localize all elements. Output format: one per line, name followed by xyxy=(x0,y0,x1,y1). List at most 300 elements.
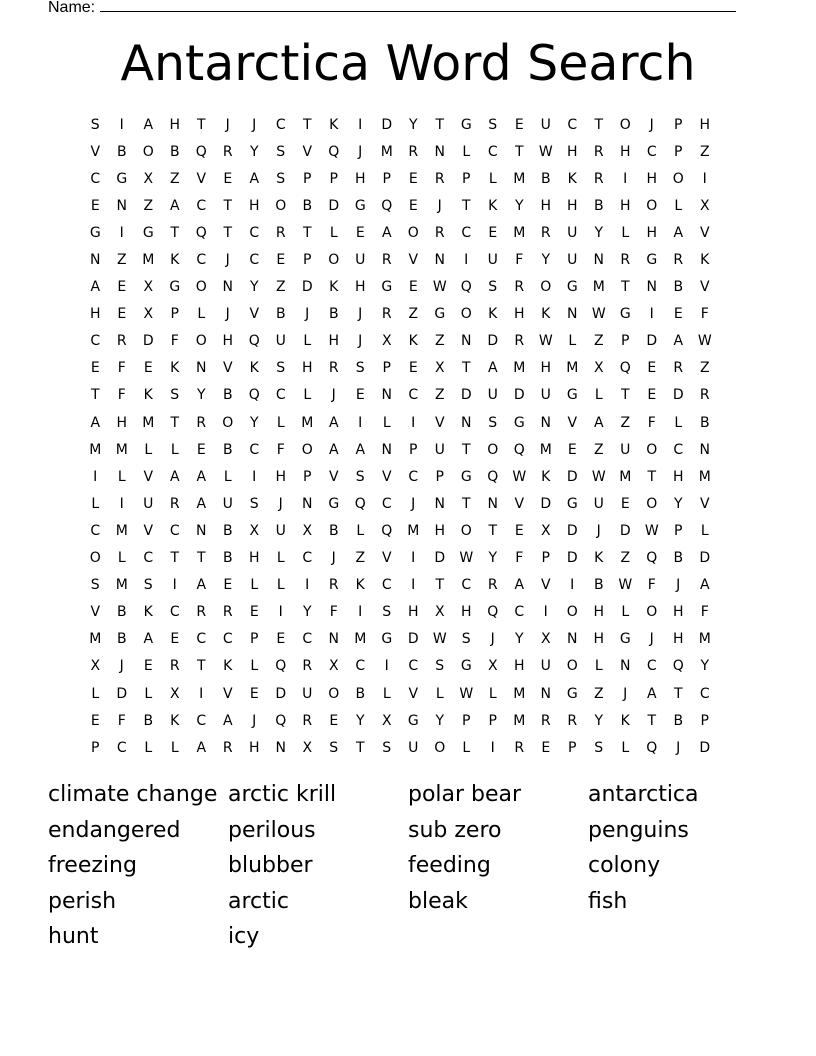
grid-cell: D xyxy=(646,333,658,350)
grid-cell: Q xyxy=(275,658,287,675)
grid-cell: S xyxy=(276,360,286,377)
grid-cell: D xyxy=(566,522,578,539)
grid-cell: U xyxy=(275,333,286,350)
word-list-item: icy xyxy=(228,924,260,950)
grid-cell: H xyxy=(301,360,313,377)
grid-cell: W xyxy=(538,333,553,350)
grid-cell: I xyxy=(305,577,310,594)
grid-cell: T xyxy=(461,495,471,512)
grid-cell: Z xyxy=(143,197,154,214)
grid-cell: L xyxy=(276,414,285,431)
grid-cell: A xyxy=(196,468,207,485)
grid-cell: H xyxy=(248,197,260,214)
grid-cell: Z xyxy=(699,143,710,160)
grid-cell: V xyxy=(249,306,260,323)
grid-cell: E xyxy=(673,306,683,323)
grid-cell: O xyxy=(566,658,578,675)
grid-cell: L xyxy=(329,224,338,241)
grid-cell: R xyxy=(673,252,684,269)
grid-cell: M xyxy=(142,252,155,269)
grid-cell: P xyxy=(303,252,312,269)
grid-cell: F xyxy=(170,333,179,350)
grid-cell: M xyxy=(115,577,128,594)
grid-row xyxy=(82,409,734,436)
grid-cell: P xyxy=(250,631,259,648)
grid-cell: L xyxy=(594,658,603,675)
grid-cell: A xyxy=(487,360,498,377)
grid-cell: G xyxy=(619,631,631,648)
grid-cell: J xyxy=(358,143,363,160)
grid-cell: E xyxy=(541,739,551,756)
grid-cell: V xyxy=(90,604,101,621)
grid-cell: R xyxy=(620,252,631,269)
grid-cell: S xyxy=(488,116,498,133)
grid-cell: G xyxy=(460,468,472,485)
grid-cell: A xyxy=(673,333,684,350)
grid-cell: L xyxy=(356,522,365,539)
grid-cell: T xyxy=(461,197,471,214)
grid-cell: M xyxy=(354,631,367,648)
grid-cell: H xyxy=(646,170,658,187)
grid-cell: Z xyxy=(620,414,631,431)
word-list-item: perilous xyxy=(228,817,316,843)
grid-cell: D xyxy=(116,685,128,702)
grid-cell: R xyxy=(673,360,684,377)
grid-cell: J xyxy=(649,631,654,648)
grid-cell: C xyxy=(90,333,101,350)
grid-cell: U xyxy=(222,495,233,512)
grid-cell: L xyxy=(91,495,100,512)
grid-cell: Y xyxy=(488,550,498,567)
grid-cell: E xyxy=(647,387,657,404)
grid-cell: O xyxy=(195,333,207,350)
letter-grid xyxy=(82,111,734,761)
grid-cell: N xyxy=(302,495,313,512)
grid-cell: H xyxy=(434,522,446,539)
grid-cell: B xyxy=(222,441,233,458)
grid-cell: B xyxy=(673,550,684,567)
grid-cell: R xyxy=(328,577,339,594)
grid-cell: N xyxy=(116,197,127,214)
grid-cell: T xyxy=(435,577,445,594)
grid-row xyxy=(82,680,734,707)
word-list-item: freezing xyxy=(48,853,137,879)
grid-cell: Q xyxy=(646,550,658,567)
grid-cell: E xyxy=(249,685,259,702)
grid-cell: R xyxy=(540,712,551,729)
grid-cell: H xyxy=(699,116,711,133)
grid-cell: M xyxy=(566,360,579,377)
grid-cell: O xyxy=(646,441,658,458)
grid-cell: R xyxy=(328,360,339,377)
word-list-item: perish xyxy=(48,888,117,914)
grid-cell: Z xyxy=(408,306,419,323)
grid-cell: R xyxy=(169,658,180,675)
grid-cell: E xyxy=(276,252,286,269)
grid-cell: A xyxy=(514,577,525,594)
grid-cell: N xyxy=(90,252,101,269)
grid-cell: A xyxy=(593,414,604,431)
grid-cell: S xyxy=(355,468,365,485)
grid-cell: F xyxy=(117,360,126,377)
grid-row xyxy=(82,653,734,680)
grid-cell: E xyxy=(355,387,365,404)
grid-cell: R xyxy=(540,224,551,241)
grid-cell: Q xyxy=(248,387,260,404)
grid-cell: R xyxy=(196,414,207,431)
grid-cell: W xyxy=(432,631,447,648)
grid-cell: S xyxy=(435,658,445,675)
grid-cell: M xyxy=(698,631,711,648)
grid-cell: X xyxy=(434,604,445,621)
grid-cell: G xyxy=(116,170,128,187)
grid-row xyxy=(82,599,734,626)
grid-cell: T xyxy=(302,224,312,241)
grid-cell: F xyxy=(117,712,126,729)
grid-cell: R xyxy=(487,577,498,594)
grid-cell: L xyxy=(223,468,232,485)
grid-cell: R xyxy=(381,306,392,323)
grid-cell: T xyxy=(461,441,471,458)
grid-cell: S xyxy=(594,739,604,756)
grid-cell: G xyxy=(328,495,340,512)
grid-cell: I xyxy=(623,170,628,187)
grid-cell: J xyxy=(649,116,654,133)
grid-cell: Z xyxy=(434,387,445,404)
grid-cell: K xyxy=(620,712,630,729)
grid-cell: J xyxy=(623,685,628,702)
grid-cell: T xyxy=(170,224,180,241)
grid-cell: L xyxy=(435,685,444,702)
grid-cell: G xyxy=(89,224,101,241)
grid-cell: L xyxy=(303,387,312,404)
grid-cell: N xyxy=(567,306,578,323)
grid-row xyxy=(82,301,734,328)
grid-cell: J xyxy=(278,495,283,512)
grid-cell: L xyxy=(674,197,683,214)
grid-cell: V xyxy=(699,224,710,241)
grid-cell: X xyxy=(249,522,260,539)
grid-row xyxy=(82,192,734,219)
grid-cell: G xyxy=(566,495,578,512)
name-field xyxy=(48,0,736,18)
word-list-item: arctic xyxy=(228,888,289,914)
grid-cell: D xyxy=(434,550,446,567)
grid-cell: D xyxy=(301,279,313,296)
grid-cell: L xyxy=(488,170,497,187)
grid-cell: M xyxy=(539,441,552,458)
grid-cell: A xyxy=(673,224,684,241)
grid-cell: C xyxy=(381,495,392,512)
grid-cell: K xyxy=(170,360,180,377)
grid-cell: I xyxy=(649,306,654,323)
grid-cell: R xyxy=(222,739,233,756)
grid-cell: O xyxy=(328,685,340,702)
grid-cell: K xyxy=(355,577,365,594)
grid-cell: R xyxy=(196,604,207,621)
grid-cell: L xyxy=(117,468,126,485)
grid-cell: B xyxy=(302,197,313,214)
grid-cell: K xyxy=(408,333,418,350)
grid-cell: U xyxy=(434,441,445,458)
grid-cell: B xyxy=(593,577,604,594)
grid-cell: C xyxy=(90,522,101,539)
grid-cell: X xyxy=(169,685,180,702)
grid-cell: D xyxy=(513,387,525,404)
grid-cell: V xyxy=(196,170,207,187)
grid-cell: H xyxy=(672,468,684,485)
grid-cell: L xyxy=(91,685,100,702)
grid-row xyxy=(82,572,734,599)
grid-cell: J xyxy=(596,522,601,539)
grid-cell: C xyxy=(699,685,710,702)
grid-cell: X xyxy=(593,360,604,377)
grid-cell: J xyxy=(252,116,257,133)
grid-cell: E xyxy=(223,170,233,187)
grid-cell: O xyxy=(195,279,207,296)
grid-cell: P xyxy=(674,522,683,539)
grid-cell: H xyxy=(89,306,101,323)
grid-cell: S xyxy=(382,739,392,756)
grid-cell: C xyxy=(249,224,260,241)
word-list-item: arctic krill xyxy=(228,782,337,807)
grid-cell: F xyxy=(276,441,285,458)
grid-cell: S xyxy=(143,577,153,594)
grid-cell: C xyxy=(169,604,180,621)
grid-cell: A xyxy=(699,577,710,594)
grid-row xyxy=(82,111,734,138)
grid-cell: C xyxy=(249,441,260,458)
grid-cell: T xyxy=(620,279,630,296)
grid-cell: M xyxy=(513,170,526,187)
word-list-item: hunt xyxy=(48,924,99,950)
grid-cell: V xyxy=(222,360,233,377)
grid-cell: N xyxy=(196,522,207,539)
grid-cell: L xyxy=(276,577,285,594)
grid-cell: D xyxy=(275,685,287,702)
grid-cell: O xyxy=(301,441,313,458)
grid-cell: E xyxy=(620,495,630,512)
grid-cell: I xyxy=(278,604,283,621)
grid-cell: K xyxy=(541,306,551,323)
grid-cell: X xyxy=(143,170,154,187)
grid-cell: D xyxy=(566,468,578,485)
grid-cell: I xyxy=(543,604,548,621)
grid-cell: R xyxy=(514,279,525,296)
grid-cell: B xyxy=(116,631,127,648)
grid-cell: C xyxy=(487,143,498,160)
grid-cell: W xyxy=(644,522,659,539)
grid-cell: E xyxy=(329,712,339,729)
grid-cell: X xyxy=(540,631,551,648)
grid-cell: T xyxy=(435,116,445,133)
grid-cell: O xyxy=(275,197,287,214)
grid-cell: G xyxy=(619,306,631,323)
grid-cell: V xyxy=(90,143,101,160)
grid-cell: E xyxy=(408,197,418,214)
grid-cell: L xyxy=(621,224,630,241)
grid-cell: X xyxy=(143,306,154,323)
grid-cell: M xyxy=(380,143,393,160)
grid-cell: V xyxy=(222,685,233,702)
grid-cell: H xyxy=(566,143,578,160)
grid-cell: Z xyxy=(275,279,286,296)
grid-cell: C xyxy=(275,116,286,133)
grid-cell: I xyxy=(119,224,124,241)
grid-cell: R xyxy=(699,387,710,404)
grid-cell: O xyxy=(566,604,578,621)
grid-cell: R xyxy=(593,170,604,187)
grid-cell: F xyxy=(647,577,656,594)
grid-cell: L xyxy=(462,739,471,756)
grid-cell: F xyxy=(329,604,338,621)
grid-cell: P xyxy=(303,170,312,187)
grid-cell: I xyxy=(119,116,124,133)
grid-cell: S xyxy=(382,604,392,621)
grid-cell: S xyxy=(276,143,286,160)
word-list-item: colony xyxy=(588,853,661,879)
grid-cell: R xyxy=(514,333,525,350)
grid-cell: S xyxy=(90,577,100,594)
grid-cell: I xyxy=(570,577,575,594)
word-list-item: polar bear xyxy=(408,782,522,807)
grid-cell: N xyxy=(434,252,445,269)
grid-row xyxy=(82,165,734,192)
grid-cell: Y xyxy=(514,631,524,648)
grid-cell: V xyxy=(381,468,392,485)
grid-cell: A xyxy=(169,197,180,214)
grid-cell: G xyxy=(381,279,393,296)
grid-cell: C xyxy=(408,468,419,485)
grid-cell: M xyxy=(619,468,632,485)
grid-cell: N xyxy=(567,631,578,648)
grid-cell: C xyxy=(249,252,260,269)
grid-row xyxy=(82,219,734,246)
grid-cell: Q xyxy=(487,604,499,621)
grid-cell: J xyxy=(358,306,363,323)
grid-cell: Y xyxy=(249,279,259,296)
grid-cell: L xyxy=(276,550,285,567)
grid-cell: V xyxy=(540,577,551,594)
grid-cell: K xyxy=(223,658,233,675)
grid-cell: J xyxy=(119,658,124,675)
grid-cell: P xyxy=(170,306,179,323)
grid-cell: A xyxy=(646,685,657,702)
grid-cell: Z xyxy=(116,252,127,269)
grid-cell: G xyxy=(460,116,472,133)
grid-cell: Y xyxy=(594,224,604,241)
grid-cell: M xyxy=(115,522,128,539)
grid-cell: J xyxy=(252,712,257,729)
grid-cell: B xyxy=(355,685,366,702)
grid-cell: K xyxy=(541,468,551,485)
grid-cell: J xyxy=(225,306,230,323)
grid-cell: J xyxy=(411,495,416,512)
grid-cell: J xyxy=(305,306,310,323)
grid-cell: U xyxy=(487,387,498,404)
grid-cell: W xyxy=(618,577,633,594)
grid-cell: T xyxy=(673,685,683,702)
grid-cell: H xyxy=(460,604,472,621)
grid-cell: C xyxy=(381,577,392,594)
grid-cell: G xyxy=(460,658,472,675)
grid-cell: P xyxy=(382,170,391,187)
grid-cell: Y xyxy=(196,387,206,404)
grid-cell: O xyxy=(672,170,684,187)
grid-cell: T xyxy=(647,468,657,485)
grid-cell: U xyxy=(143,495,154,512)
grid-cell: G xyxy=(354,197,366,214)
grid-cell: D xyxy=(328,197,340,214)
grid-cell: K xyxy=(594,550,604,567)
word-list-item: bleak xyxy=(408,888,468,914)
grid-cell: E xyxy=(90,197,100,214)
grid-cell: H xyxy=(328,333,340,350)
grid-cell: L xyxy=(382,414,391,431)
grid-cell: G xyxy=(646,252,658,269)
grid-cell: P xyxy=(621,333,630,350)
grid-cell: M xyxy=(301,414,314,431)
grid-cell: Q xyxy=(513,441,525,458)
grid-cell: Q xyxy=(646,739,658,756)
grid-cell: H xyxy=(116,414,128,431)
grid-cell: N xyxy=(381,387,392,404)
grid-cell: H xyxy=(275,468,287,485)
grid-cell: F xyxy=(117,387,126,404)
grid-cell: T xyxy=(302,116,312,133)
grid-row xyxy=(82,274,734,301)
grid-cell: I xyxy=(93,468,98,485)
grid-cell: B xyxy=(222,387,233,404)
grid-cell: F xyxy=(700,604,709,621)
grid-cell: C xyxy=(408,387,419,404)
grid-cell: H xyxy=(248,550,260,567)
grid-cell: N xyxy=(593,252,604,269)
grid-cell: R xyxy=(408,143,419,160)
grid-cell: H xyxy=(169,116,181,133)
grid-cell: K xyxy=(170,252,180,269)
grid-cell: H xyxy=(619,143,631,160)
grid-cell: B xyxy=(699,414,710,431)
grid-cell: L xyxy=(382,685,391,702)
grid-cell: Y xyxy=(435,712,445,729)
grid-cell: F xyxy=(515,550,524,567)
grid-cell: W xyxy=(459,685,474,702)
grid-cell: Y xyxy=(302,604,312,621)
grid-cell: Y xyxy=(514,197,524,214)
grid-cell: E xyxy=(170,631,180,648)
grid-cell: L xyxy=(170,441,179,458)
grid-cell: I xyxy=(358,414,363,431)
name-label: Name: xyxy=(48,0,96,16)
grid-row xyxy=(82,436,734,463)
grid-cell: Q xyxy=(381,197,393,214)
grid-cell: P xyxy=(409,441,418,458)
grid-cell: M xyxy=(592,279,605,296)
grid-cell: G xyxy=(566,279,578,296)
grid-cell: A xyxy=(196,739,207,756)
grid-cell: W xyxy=(432,279,447,296)
grid-cell: C xyxy=(222,631,233,648)
grid-cell: A xyxy=(196,495,207,512)
grid-cell: C xyxy=(302,550,313,567)
grid-cell: E xyxy=(143,360,153,377)
grid-cell: L xyxy=(674,414,683,431)
grid-cell: R xyxy=(514,739,525,756)
grid-cell: C xyxy=(196,631,207,648)
grid-cell: N xyxy=(461,333,472,350)
grid-cell: J xyxy=(225,116,230,133)
